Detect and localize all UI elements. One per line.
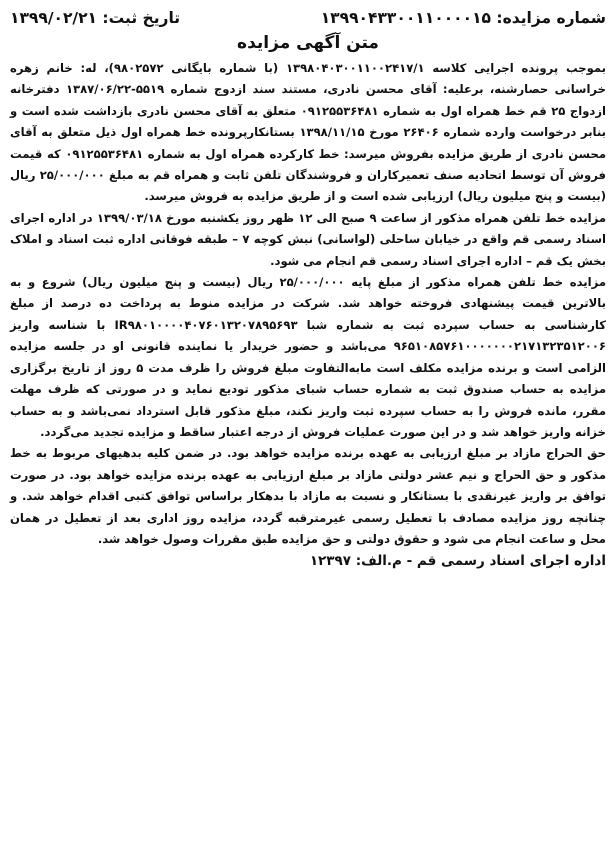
notice-header bbox=[10, 6, 606, 30]
paragraph-auction-time-place: مزایده خط تلفن همراه مذکور از ساعت ۹ صبح الی ۱۲ ظهر روز یکشنبه مورخ ۱۳۹۹/۰۳/۱۸ در اداره اجرای اسناد رسمی قم واقع در خیابان ساحلی (لواسانی) نبش کوچه ۷ – طبقه فوقانی اداره ثبت اسناد و املاک بخش یک قم – اداره اجرای اسناد رسمی قم انجام می شود. bbox=[10, 210, 606, 268]
issuer-signature: اداره اجرای اسناد رسمی قم - م.الف: ۱۲۳۹۷ bbox=[309, 553, 606, 570]
paragraph-auction-terms: مزایده خط تلفن همراه مذکور از مبلغ پایه ۲۵/۰۰۰/۰۰۰ ریال (بیست و پنج میلیون ریال) شروع و به بالاترین قیمت پیشنهادی فروخته خواهد شد. شرکت در مزایده منوط به پرداخت ده درصد از مبلغ کارشناسی به حساب سپرده ثبت به شماره شبا IR۹۸۰۱۰۰۰۰۴۰۷۶۰۱۳۲۰۷۸۹۵۶۹۳ با شناسه واریز ۹۶۵۱۰۸۵۷۶۱۰۰۰۰۰۰۰۲۱۷۱۳۲۳۵۱۲۰۰۶ می‌باشد و حضور خریدار یا نماینده قانونی او در جلسه مزایده الزامی است و برنده مزایده مکلف است مابه‌التفاوت مبلغ فروش را ظرف مدت ۵ روز از تاریخ برگزاری مزایده به حساب صندوق ثبت به شماره حساب شبای مذکور تودیع نماید و در صورتی که ظرف مهلت مقرر، مانده فروش را به حساب سپرده ثبت واریز نکند، مبلغ مذکور قابل استرداد نمی‌باشد و به حساب خزانه واریز خواهد شد و در این صورت عملیات فروش از درجه اعتبار ساقط و مزایده تجدید می‌گردد. bbox=[10, 275, 607, 439]
registration-date: تاریخ ثبت: ۱۳۹۹/۰۲/۲۱ bbox=[10, 9, 181, 27]
notice-title: متن آگهی مزایده bbox=[237, 33, 379, 53]
paragraph-fees-and-conditions: حق الحراج مازاد بر مبلغ ارزیابی به عهده برنده مزایده خواهد بود. در ضمن کلیه بدهیهای مربوط به خط مذکور و حق الحراج و نیم عشر دولتی مازاد بر مبلغ ارزیابی به عهده برنده مزایده خواهد بود. در صورت توافق بر واریز غیرنقدی با بستانکار و نسبت به مازاد با بدهکار براساس توافق کتبی اقدام خواهد شد. و چنانچه روز مزایده مصادف با تعطیل رسمی غیرمترقبه گردد، مزایده روز اداری بعد از تعطیل در همان محل و ساعت انجام می شود و حقوق دولتی و حق مزایده طبق مقررات وصول خواهد شد. bbox=[10, 446, 606, 546]
auction-number: شماره مزایده: ۱۳۹۹۰۴۳۳۰۰۱۱۰۰۰۰۱۵ bbox=[320, 9, 606, 27]
paragraph-case-details: بموجب پرونده اجرایی کلاسه ۱۳۹۸۰۴۰۳۰۰۱۱۰۰۲۴۱۷/۱ (با شماره بایگانی ۹۸۰۲۵۷۲)، له: خانم زهره خراسانی حصارشنه، برعلیه: آقای محسن نادری، مستند سند ازدوج شماره ۵۵۱۹-۱۳۸۷/۰۶/۲۲ دفترخانه ازدواج ۲۵ قم خط همراه اول به شماره ۰۹۱۲۵۵۳۶۴۸۱ متعلق به آقای محسن نادری بازداشت شده است و بنابر درخواست وارده شماره ۲۶۴۰۶ مورخ ۱۳۹۸/۱۱/۱۵ بستانکارپرونده خط همراه اول ذیل متعلق به آقای محسن نادری از طریق مزایده بفروش میرسد: خط کارکرده همراه اول به شماره ۰۹۱۲۵۵۳۶۴۸۱ که قیمت فروش آن توسط اتحادیه صنف تعمیرکاران و فروشندگان تلفن ثابت و همراه قم به مبلغ ۲۵/۰۰۰/۰۰۰ ریال (بیست و پنج میلیون ریال) ارزیابی شده است و از طریق مزایده به فروش میرسد. bbox=[10, 61, 607, 204]
